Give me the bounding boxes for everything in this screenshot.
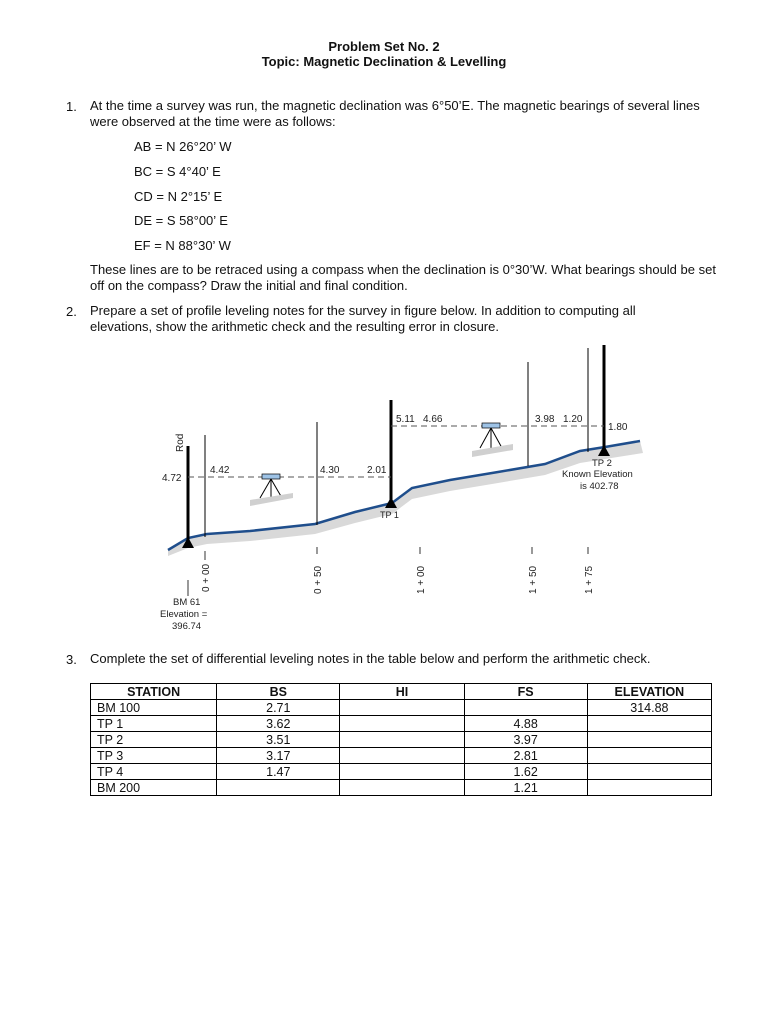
bearing-bc: BC = S 4°40’ E bbox=[134, 164, 221, 179]
cell-elevation bbox=[587, 748, 711, 764]
cell-station: TP 2 bbox=[91, 732, 217, 748]
cell-hi bbox=[340, 700, 464, 716]
reading-2-01: 2.01 bbox=[367, 465, 387, 476]
table-row bbox=[91, 748, 712, 764]
table-header-row bbox=[91, 684, 712, 700]
problem-2-number: 2. bbox=[66, 304, 77, 319]
known-elevation-value: is 402.78 bbox=[580, 481, 619, 492]
cell-hi bbox=[340, 764, 464, 780]
cell-fs bbox=[464, 700, 587, 716]
station-1-75: 1 + 75 bbox=[584, 565, 595, 594]
cell-elevation bbox=[587, 732, 711, 748]
cell-elevation bbox=[587, 716, 711, 732]
cell-station: TP 3 bbox=[91, 748, 217, 764]
reading-4-72: 4.72 bbox=[162, 473, 182, 484]
page-subtitle: Topic: Magnetic Declination & Levelling bbox=[261, 54, 507, 69]
table-row bbox=[91, 732, 712, 748]
header-station: STATION bbox=[91, 684, 217, 700]
table-row bbox=[91, 764, 712, 780]
cell-elevation bbox=[587, 764, 711, 780]
cell-bs bbox=[217, 780, 340, 796]
problem-2-text: Prepare a set of profile leveling notes for the survey in figure below. In addition to computing all elevations, show the arithmetic check and the resulting error in closure. bbox=[90, 303, 636, 334]
bearing-ab: AB = N 26°20’ W bbox=[134, 139, 232, 154]
cell-fs: 3.97 bbox=[464, 732, 587, 748]
level-instrument-1 bbox=[250, 474, 293, 506]
cell-station: BM 200 bbox=[91, 780, 217, 796]
rod-label: Rod bbox=[175, 433, 186, 452]
cell-station: TP 4 bbox=[91, 764, 217, 780]
cell-elevation: 314.88 bbox=[587, 700, 711, 716]
cell-hi bbox=[340, 732, 464, 748]
bm61-elevation-value: 396.74 bbox=[172, 621, 202, 632]
level-instrument-2 bbox=[472, 423, 513, 457]
table-row bbox=[91, 780, 712, 796]
bm61-label: BM 61 bbox=[173, 597, 201, 608]
cell-elevation bbox=[587, 780, 711, 796]
cell-bs: 3.17 bbox=[217, 748, 340, 764]
bearing-de: DE = S 58°00’ E bbox=[134, 213, 228, 228]
problem-1-number: 1. bbox=[66, 99, 77, 114]
cell-bs: 2.71 bbox=[217, 700, 340, 716]
known-elevation-label: Known Elevation bbox=[562, 469, 633, 480]
cell-hi bbox=[340, 780, 464, 796]
problem-1-intro: At the time a survey was run, the magnetic declination was 6°50’E. The magnetic bearings of several lines were observed at the time were as follows: bbox=[90, 98, 700, 129]
tp1-label: TP 1 bbox=[380, 510, 399, 520]
reading-4-42: 4.42 bbox=[210, 465, 230, 476]
reading-4-30: 4.30 bbox=[320, 465, 340, 476]
cell-bs: 3.51 bbox=[217, 732, 340, 748]
bm61-elevation-label: Elevation = bbox=[160, 609, 208, 620]
station-0-50: 0 + 50 bbox=[313, 565, 324, 594]
cell-station: BM 100 bbox=[91, 700, 217, 716]
ground-profile bbox=[168, 441, 643, 556]
bearing-ef: EF = N 88°30’ W bbox=[134, 238, 231, 253]
tp2-label: TP 2 bbox=[592, 458, 612, 469]
header-fs: FS bbox=[464, 684, 587, 700]
cell-fs: 4.88 bbox=[464, 716, 587, 732]
cell-fs: 2.81 bbox=[464, 748, 587, 764]
profile-leveling-figure bbox=[150, 340, 660, 635]
problem-3-number: 3. bbox=[66, 652, 77, 667]
cell-fs: 1.21 bbox=[464, 780, 587, 796]
cell-hi bbox=[340, 716, 464, 732]
cell-bs: 3.62 bbox=[217, 716, 340, 732]
page-title: Problem Set No. 2 bbox=[328, 39, 440, 54]
reading-1-20: 1.20 bbox=[563, 414, 583, 425]
station-1-00: 1 + 00 bbox=[416, 565, 427, 594]
table-row bbox=[91, 700, 712, 716]
problem-3-text: Complete the set of differential leveling notes in the table below and perform the arithmetic check. bbox=[90, 651, 651, 666]
reading-5-11: 5.11 bbox=[396, 414, 415, 425]
header-hi: HI bbox=[340, 684, 464, 700]
reading-4-66: 4.66 bbox=[423, 414, 443, 425]
cell-bs: 1.47 bbox=[217, 764, 340, 780]
problem-1-question: These lines are to be retraced using a compass when the declination is 0°30’W. What bearings should be set off on the compass? Draw the initial and final condition. bbox=[90, 262, 716, 293]
cell-station: TP 1 bbox=[91, 716, 217, 732]
station-0-00: 0 + 00 bbox=[201, 563, 212, 592]
header-bs: BS bbox=[217, 684, 340, 700]
header-elevation: ELEVATION bbox=[587, 684, 711, 700]
station-1-50: 1 + 50 bbox=[528, 565, 539, 594]
leveling-notes-table bbox=[90, 683, 712, 796]
reading-3-98: 3.98 bbox=[535, 414, 555, 425]
cell-hi bbox=[340, 748, 464, 764]
bearing-cd: CD = N 2°15’ E bbox=[134, 189, 223, 204]
reading-1-80: 1.80 bbox=[608, 422, 628, 433]
cell-fs: 1.62 bbox=[464, 764, 587, 780]
table-row bbox=[91, 716, 712, 732]
